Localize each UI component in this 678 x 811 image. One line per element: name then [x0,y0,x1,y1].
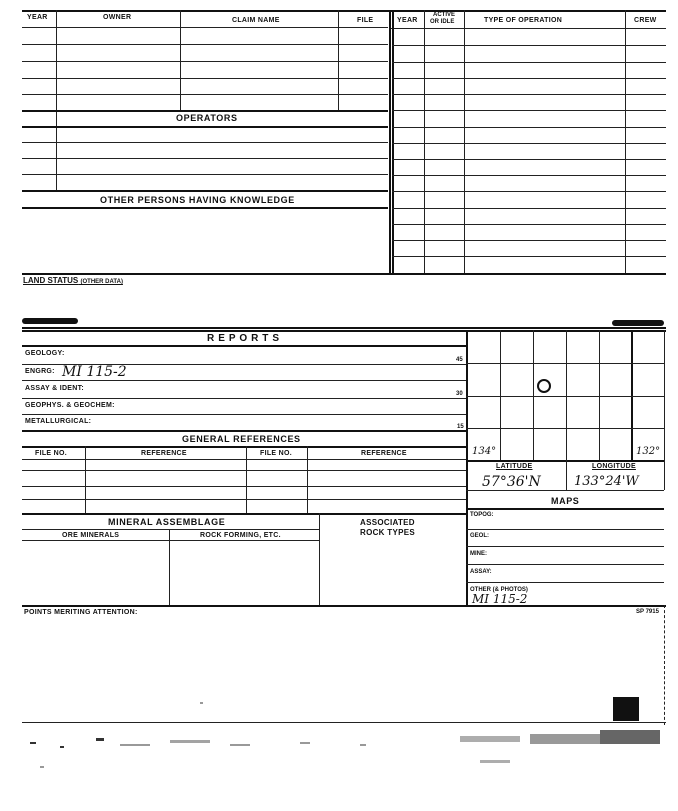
other-persons-heading: OTHER PERSONS HAVING KNOWLEDGE [100,195,295,205]
land-status-label [23,276,123,285]
latitude-label: LATITUDE [496,463,533,470]
assay-label: ASSAY & IDENT: [25,385,85,392]
maps-heading: MAPS [551,496,580,506]
land-status-text: LAND STATUS [23,276,79,285]
ref-reference-1: REFERENCE [141,450,187,457]
header-year-2: YEAR [397,17,418,24]
points-meriting-label: POINTS MERITING ATTENTION: [24,609,138,616]
ore-minerals-label: ORE MINERALS [62,532,120,539]
rock-forming-label: ROCK FORMING, ETC. [200,532,281,539]
num-30: 30 [456,391,463,397]
metallurgical-label: METALLURGICAL: [25,418,92,425]
header-owner: OWNER [103,14,132,21]
ref-reference-2: REFERENCE [361,450,407,457]
registration-mark [613,697,639,721]
maps-topog: TOPOG: [470,512,494,518]
num-15: 15 [457,424,464,430]
header-active: ACTIVE [433,12,456,18]
maps-assay: ASSAY: [470,569,492,575]
maps-other-value: MI 115-2 [472,592,528,606]
longitude-value: 133°24'W [574,474,639,489]
maps-mine: MINE: [470,551,487,557]
maps-other: OTHER (& PHOTOS) [470,587,528,593]
reports-top-bar-right [612,320,664,326]
engrg-value: MI 115-2 [62,364,127,380]
operators-heading: OPERATORS [176,113,238,123]
longitude-label: LONGITUDE [592,463,636,470]
header-type-of-operation: TYPE OF OPERATION [484,17,563,24]
header-or-idle: OR IDLE [430,19,455,25]
latitude-value: 57°36'N [482,474,541,490]
associated-label-2: ROCK TYPES [360,528,416,537]
ref-file-no-1: FILE NO. [35,450,67,457]
mineral-assemblage-title: MINERAL ASSEMBLAGE [108,517,226,527]
land-status-sub: (OTHER DATA) [80,279,123,285]
header-year: YEAR [27,14,48,21]
reports-title: R E P O R T S [207,333,280,344]
lon-right-mark: 132° [636,446,661,457]
general-references-title: GENERAL REFERENCES [182,434,301,444]
header-file: FILE [357,17,374,24]
associated-label-1: ASSOCIATED [360,518,415,527]
location-circle-marker [537,379,551,393]
geophys-label: GEOPHYS. & GEOCHEM: [25,402,115,409]
engrg-label: ENGRG: [25,368,55,375]
ref-file-no-2: FILE NO. [260,450,292,457]
header-claim-name: CLAIM NAME [232,17,280,24]
num-45: 45 [456,357,463,363]
form-number: SP 7915 [636,609,659,615]
geology-label: GEOLOGY: [25,350,65,357]
reports-top-bar-left [22,318,78,324]
maps-geol: GEOL: [470,533,489,539]
header-crew: CREW [634,17,657,24]
lon-left-mark: 134° [472,446,497,457]
